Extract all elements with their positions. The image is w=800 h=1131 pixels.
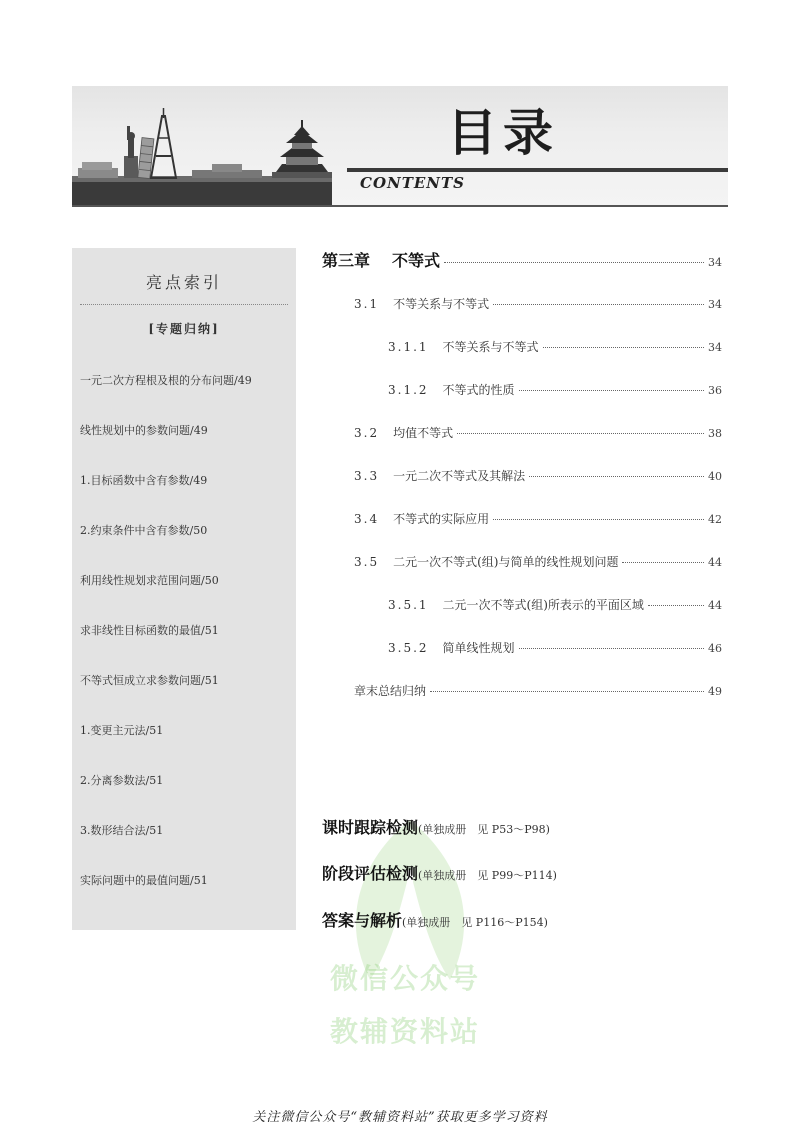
toc-entry[interactable] — [354, 295, 722, 312]
toc-leader — [430, 691, 704, 692]
toc-leader — [529, 476, 704, 477]
toc-entry[interactable] — [388, 381, 722, 398]
sidebar-list — [80, 373, 252, 923]
toc-page: 49 — [708, 685, 722, 698]
toc-entry[interactable] — [388, 596, 722, 613]
title-rule — [347, 168, 728, 172]
chapter-label: 第三章 — [322, 251, 371, 270]
sidebar-item[interactable]: 3.数形结合法/51 — [80, 824, 164, 837]
toc-title: 一元二次不等式及其解法 — [393, 469, 526, 483]
header-divider — [72, 205, 728, 207]
toc-title: 简单线性规划 — [442, 641, 515, 655]
booklet-row[interactable] — [322, 815, 550, 838]
toc-leader — [648, 605, 704, 606]
toc-number: 3.1 — [354, 297, 380, 311]
page-subtitle: CONTENTS — [360, 174, 466, 192]
toc-number: 3.5.1 — [388, 598, 429, 612]
toc-page: 36 — [708, 384, 722, 397]
toc-page: 38 — [708, 427, 722, 440]
toc-entry[interactable] — [354, 424, 722, 441]
toc-leader — [519, 648, 704, 649]
booklet-note: (单独成册 见 P116～P154) — [402, 916, 548, 929]
toc-number: 3.1.2 — [388, 383, 429, 397]
page-title: 目录 — [447, 104, 559, 162]
toc-title: 均值不等式 — [393, 426, 454, 440]
toc-number: 3.2 — [354, 426, 380, 440]
sidebar-item[interactable]: 不等式恒成立求参数问题/51 — [80, 674, 219, 687]
toc-title: 不等关系与不等式 — [442, 340, 539, 354]
toc-page: 34 — [708, 298, 722, 311]
toc-leader — [493, 519, 704, 520]
toc-entry[interactable] — [388, 338, 722, 355]
booklet-title: 课时跟踪检测 — [322, 818, 419, 837]
sidebar-item[interactable]: 2.分离参数法/51 — [80, 774, 164, 787]
highlight-index-sidebar — [72, 248, 296, 930]
booklet-title: 答案与解析 — [322, 911, 403, 930]
toc-page: 40 — [708, 470, 722, 483]
sidebar-item[interactable]: 2.约束条件中含有参数/50 — [80, 524, 208, 537]
toc-leader — [543, 347, 704, 348]
toc-number: 3.5 — [354, 555, 380, 569]
footer-note: 关注微信公众号“教辅资料站”获取更多学习资料 — [252, 1110, 548, 1125]
sidebar-title: 亮点索引 — [145, 273, 222, 292]
chapter-title: 不等式 — [392, 251, 441, 270]
sidebar-item[interactable]: 1.变更主元法/51 — [80, 724, 164, 737]
sidebar-item[interactable]: 1.目标函数中含有参数/49 — [80, 474, 208, 487]
toc-title: 二元一次不等式(组)与简单的线性规划问题 — [393, 555, 619, 569]
toc-page: 42 — [708, 513, 722, 526]
toc-number: 3.5.2 — [388, 641, 429, 655]
toc-entry[interactable] — [388, 639, 722, 656]
toc-leader — [444, 262, 704, 263]
toc-page: 34 — [708, 256, 722, 269]
header-banner — [72, 86, 728, 206]
toc-leader — [493, 304, 704, 305]
toc-chapter[interactable] — [322, 248, 722, 271]
sidebar-item[interactable]: 求非线性目标函数的最值/51 — [80, 624, 219, 637]
sidebar-divider — [80, 304, 288, 305]
watermark-line2: 教辅资料站 — [329, 1015, 480, 1048]
sidebar-subtitle: [专题归纳] — [148, 322, 220, 336]
landmarks-illustration — [72, 86, 332, 206]
booklet-note: (单独成册 见 P53～P98) — [418, 823, 550, 836]
watermark-line1: 微信公众号 — [329, 962, 480, 995]
toc-title: 不等式的实际应用 — [393, 512, 490, 526]
toc-number: 3.4 — [354, 512, 380, 526]
toc-title: 不等关系与不等式 — [393, 297, 490, 311]
toc-page: 44 — [708, 599, 722, 612]
toc-title: 章末总结归纳 — [354, 684, 427, 698]
toc-page: 44 — [708, 556, 722, 569]
booklet-row[interactable] — [322, 861, 557, 884]
booklet-note: (单独成册 见 P99～P114) — [418, 869, 557, 882]
toc-entry[interactable] — [354, 510, 722, 527]
sidebar-item[interactable]: 线性规划中的参数问题/49 — [80, 424, 208, 437]
toc-entry[interactable] — [354, 553, 722, 570]
toc-page: 34 — [708, 341, 722, 354]
booklet-title: 阶段评估检测 — [322, 864, 419, 883]
toc-leader — [519, 390, 704, 391]
toc-summary[interactable] — [354, 682, 722, 699]
toc-number: 3.1.1 — [388, 340, 429, 354]
sidebar-item[interactable]: 利用线性规划求范围问题/50 — [80, 574, 219, 587]
toc-title: 不等式的性质 — [442, 383, 515, 397]
toc-leader — [457, 433, 704, 434]
sidebar-item[interactable]: 一元二次方程根及根的分布问题/49 — [80, 374, 252, 387]
toc-page: 46 — [708, 642, 722, 655]
toc-entry[interactable] — [354, 467, 722, 484]
toc-title: 二元一次不等式(组)所表示的平面区域 — [442, 598, 644, 612]
toc-leader — [622, 562, 704, 563]
booklet-row[interactable] — [322, 908, 548, 931]
sidebar-item[interactable]: 实际问题中的最值问题/51 — [80, 874, 208, 887]
toc-number: 3.3 — [354, 469, 380, 483]
